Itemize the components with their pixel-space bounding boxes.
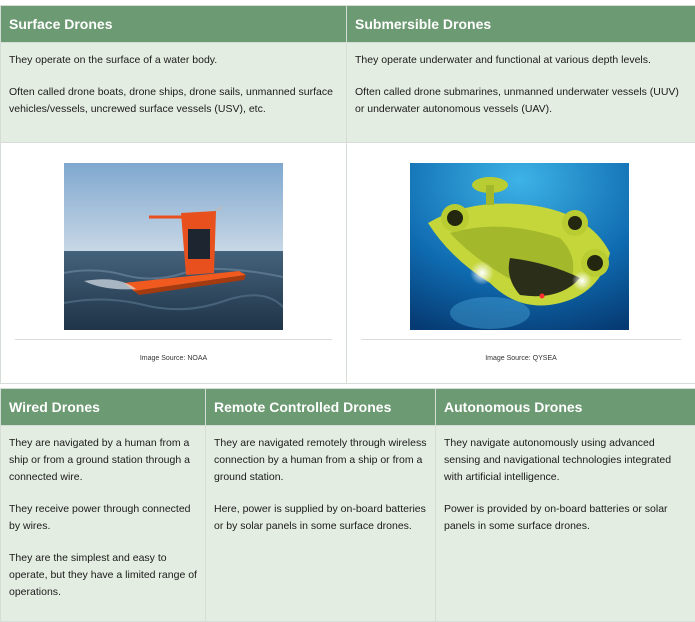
surface-drones-header: Surface Drones [1, 6, 347, 43]
surface-p2: Often called drone boats, drone ships, drone sails, unmanned surface vehicles/vessels, uncrewed surface vessels (USV), etc. [9, 84, 338, 118]
wired-p1: They are navigated by a human from a ship or from a ground station through a connected wire. [9, 435, 197, 486]
wired-p3: They are the simplest and easy to operate, but they have a limited range of operations. [9, 550, 197, 601]
remote-drones-header: Remote Controlled Drones [206, 389, 436, 426]
submersible-drones-description [347, 43, 695, 143]
surface-drone-image-cell [1, 143, 347, 384]
drone-types-table [0, 5, 695, 384]
submersible-drone-photo [410, 163, 629, 330]
submersible-drones-header: Submersible Drones [347, 6, 695, 43]
surface-image-caption: Image Source: NOAA [1, 355, 346, 362]
surface-image-divider [15, 339, 332, 340]
autonomous-p2: Power is provided by on-board batteries or solar panels in some surface drones. [444, 501, 687, 535]
submersible-image-divider [361, 339, 681, 340]
autonomous-drones-header: Autonomous Drones [436, 389, 695, 426]
drone-control-table [0, 388, 695, 622]
surface-p1: They operate on the surface of a water body. [9, 52, 338, 69]
surface-drones-description [1, 43, 347, 143]
submersible-p1: They operate underwater and functional at various depth levels. [355, 52, 687, 69]
surface-drone-photo [64, 163, 283, 330]
remote-p1: They are navigated remotely through wireless connection by a human from a ship or from a ground station. [214, 435, 427, 486]
wired-drones-header: Wired Drones [1, 389, 206, 426]
submersible-p2: Often called drone submarines, unmanned underwater vessels (UUV) or underwater autonomous vessels (UAV). [355, 84, 687, 118]
submersible-image-caption: Image Source: QYSEA [347, 355, 695, 362]
wired-p2: They receive power through connected by wires. [9, 501, 197, 535]
autonomous-drones-description [436, 426, 695, 622]
remote-p2: Here, power is supplied by on-board batteries or by solar panels in some surface drones. [214, 501, 427, 535]
wired-drones-description [1, 426, 206, 622]
submersible-drone-image-cell [347, 143, 695, 384]
remote-drones-description [206, 426, 436, 622]
autonomous-p1: They navigate autonomously using advanced sensing and navigational technologies integrated with artificial intelligence. [444, 435, 687, 486]
